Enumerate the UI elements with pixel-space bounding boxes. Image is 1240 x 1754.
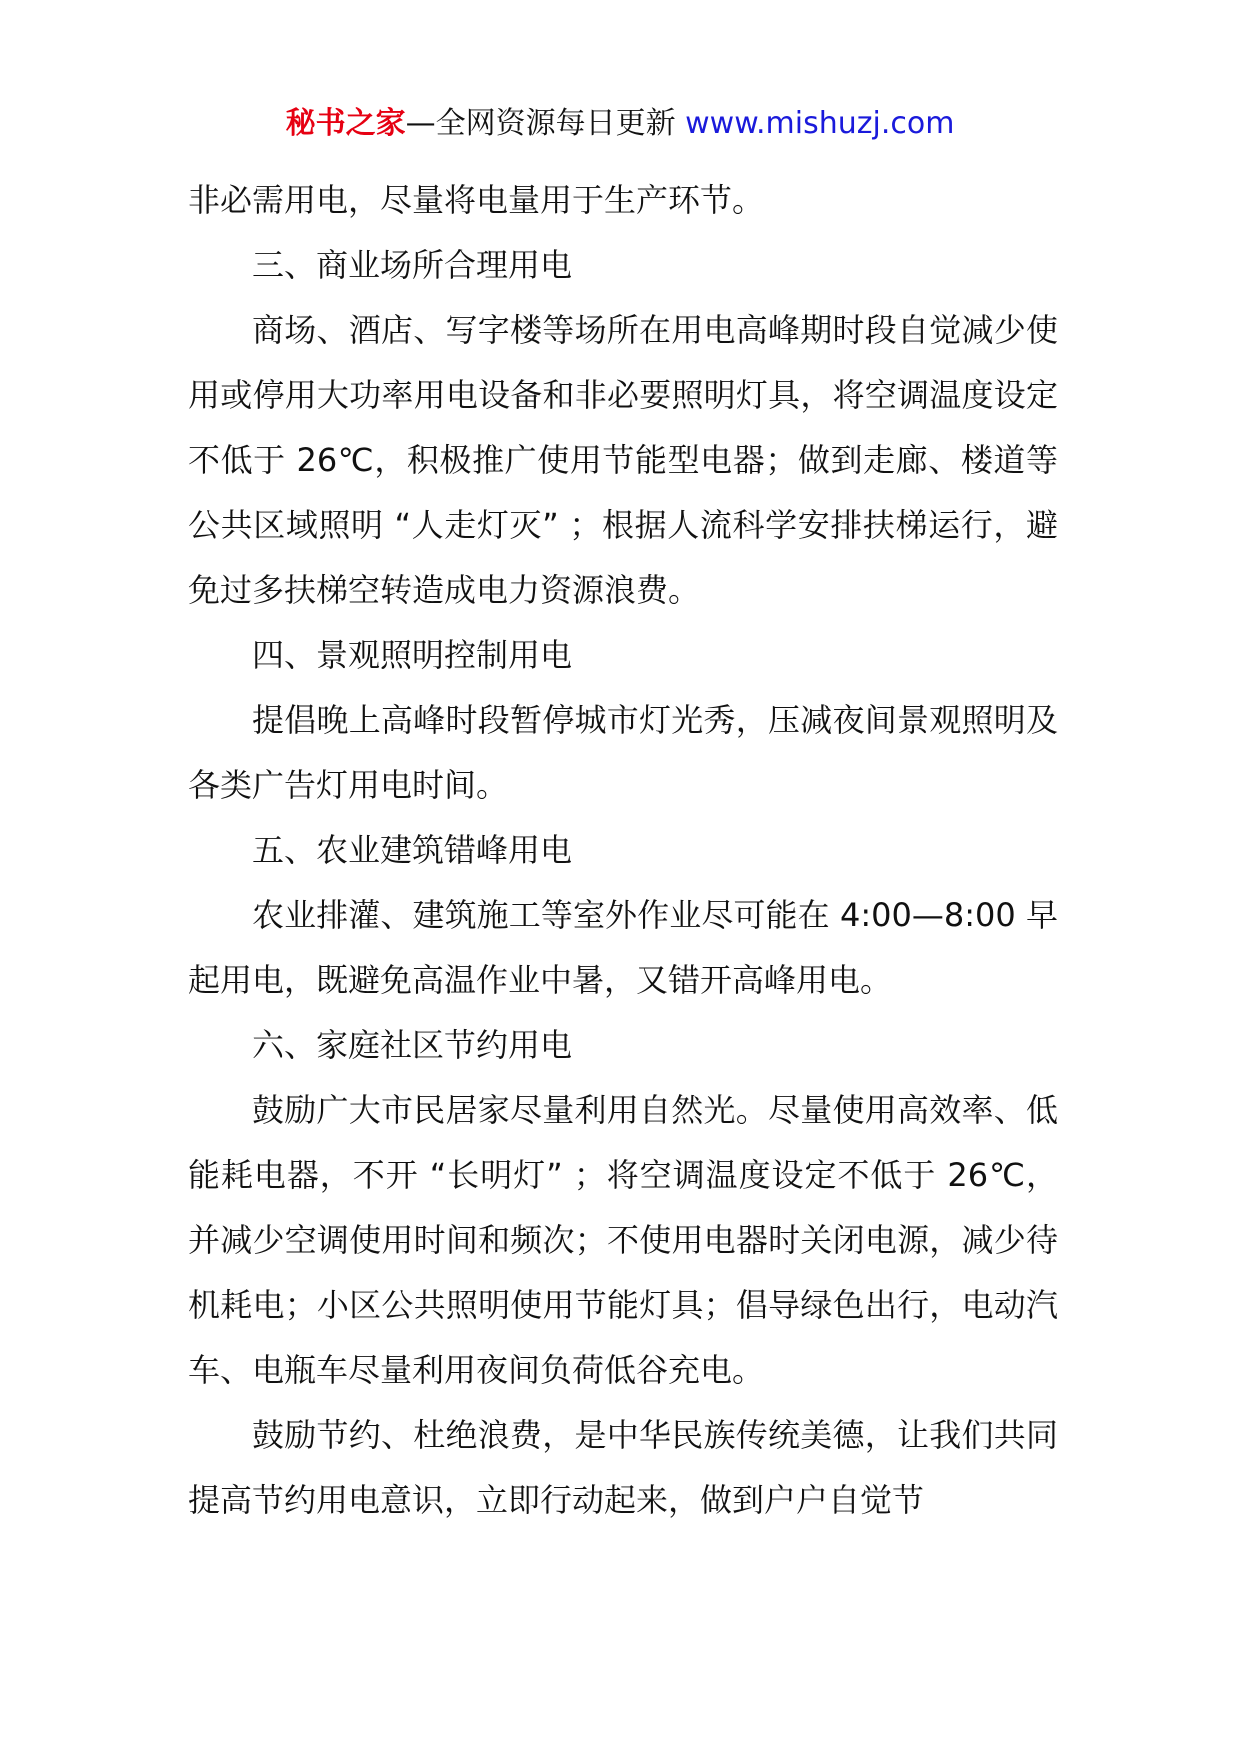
paragraph-agriculture: 农业排灌、建筑施工等室外作业尽可能在 4:00—8:00 早起用电，既避免高温作业中暑，又错开高峰用电。: [188, 896, 1058, 999]
paragraph-conclusion: 鼓励节约、杜绝浪费，是中华民族传统美德，让我们共同提高节约用电意识，立即行动起来，做到户户自觉节: [188, 1416, 1058, 1519]
paragraph-continuation: 非必需用电，尽量将电量用于生产环节。: [188, 181, 765, 219]
document-body: [188, 168, 1058, 1533]
brand-name: 秘书之家: [285, 106, 406, 141]
paragraph-commercial: 商场、酒店、写字楼等场所在用电高峰期时段自觉减少使用或停用大功率用电设备和非必要照明灯具，将空调温度设定不低于 26℃，积极推广使用节能型电器；做到走廊、楼道等公共区域照明 “人走灯灭” ；根据人流科学安排扶梯运行，避免过多扶梯空转造成电力资源浪费。: [188, 311, 1058, 609]
paragraph-landscape: 提倡晚上高峰时段暂停城市灯光秀，压减夜间景观照明及各类广告灯用电时间。: [188, 701, 1058, 804]
page-header: [0, 104, 1240, 144]
section-heading-agriculture: 五、农业建筑错峰用电: [252, 831, 573, 869]
paragraph-household: 鼓励广大市民居家尽量利用自然光。尽量使用高效率、低能耗电器，不开 “长明灯” ；将空调温度设定不低于 26℃，并减少空调使用时间和频次；不使用电器时关闭电源，减少待机耗电；小区公共照明使用节能灯具；倡导绿色出行，电动汽车、电瓶车尽量利用夜间负荷低谷充电。: [188, 1091, 1058, 1389]
section-heading-landscape: 四、景观照明控制用电: [252, 636, 573, 674]
section-heading-household: 六、家庭社区节约用电: [252, 1026, 573, 1064]
section-heading-commercial: 三、商业场所合理用电: [252, 246, 573, 284]
header-tagline: —全网资源每日更新: [405, 106, 676, 141]
site-url-link[interactable]: www.mishuzj.com: [685, 106, 955, 141]
